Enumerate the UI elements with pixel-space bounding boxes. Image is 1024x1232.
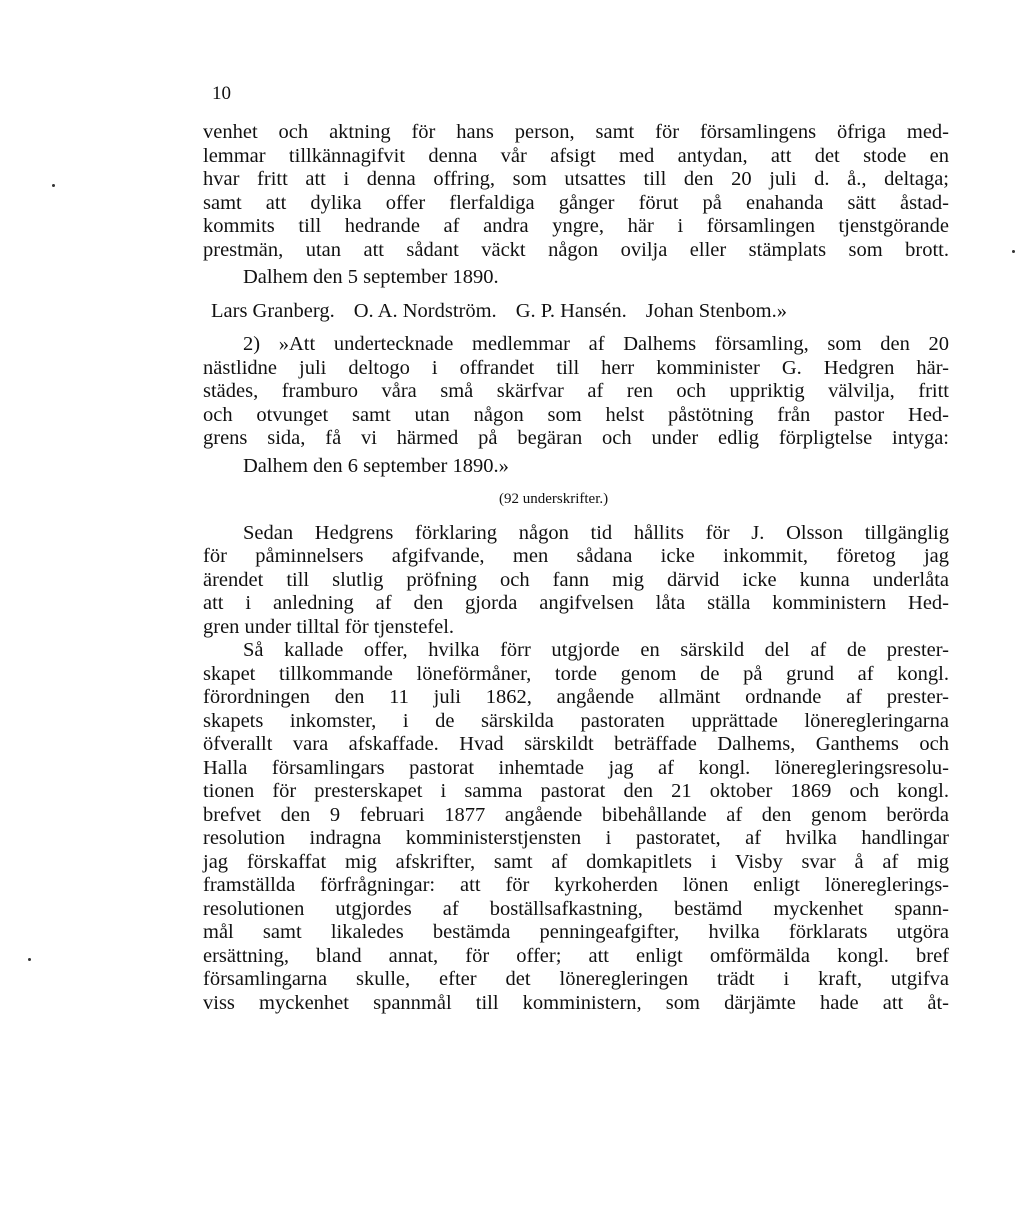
text-line: tionen för presterskapet i samma pastorat den 21 oktober 1869 och kongl. <box>203 780 949 802</box>
signature: Lars Granberg. <box>211 299 335 322</box>
text-line: församlingarna skulle, efter det löneregleringen trädt i kraft, utgifva <box>203 968 949 990</box>
text-line: Så kallade offer, hvilka förr utgjorde en särskild del af de prester- <box>243 639 949 661</box>
text-line: brefvet den 9 februari 1877 angående bibehållande af den genom berörda <box>203 803 949 826</box>
signature: Johan Stenbom.» <box>645 299 787 322</box>
text-line: skapets inkomster, i de särskilda pastoraten upprättade löneregleringarna <box>203 709 949 732</box>
signature-row <box>203 300 787 324</box>
text-line: hvar fritt att i denna offring, som utsattes till den 20 juli d. å., deltaga; <box>203 168 949 190</box>
scan-speck <box>52 184 55 187</box>
text-line: framställda förfrågningar: att för kyrkoherden lönen enligt lönereglerings- <box>203 874 949 896</box>
text-line: förordningen den 11 juli 1862, angående allmänt ordnande af prester- <box>203 686 949 708</box>
text-line: prestmän, utan att sådant väckt någon ovilja eller stämplats som brott. <box>203 238 949 261</box>
scan-speck <box>28 958 31 961</box>
paragraph-4 <box>203 639 949 1015</box>
scan-speck <box>1012 250 1015 253</box>
text-line: öfverallt vara afskaffade. Hvad särskildt beträffade Dalhems, Ganthems och <box>203 733 949 755</box>
page-number: 10 <box>212 83 231 104</box>
text-line: gren under tilltal för tjenstefel. <box>203 615 455 638</box>
text-line: ersättning, bland annat, för offer; att enligt omförmälda kongl. bref <box>203 944 949 967</box>
text-line: viss myckenhet spannmål till komministern, som därjämte hade att åt- <box>203 991 949 1014</box>
text-line: resolutionen utgjordes af boställsafkastning, bestämd myckenhet spann- <box>203 897 949 920</box>
text-line: lemmar tillkännagifvit denna vår afsigt med antydan, att det stode en <box>203 144 949 167</box>
text-line: Halla församlingars pastorat inhemtade jag af kongl. löneregleringsresolu- <box>203 756 949 779</box>
text-line: Sedan Hedgrens förklaring någon tid hållits för J. Olsson tillgänglig <box>243 521 949 544</box>
text-line: mål samt likaledes bestämda penningeafgifter, hvilka förklarats utgöra <box>203 921 949 943</box>
text-line: resolution indragna komministerstjensten i pastoratet, af hvilka handlingar <box>203 827 949 849</box>
signers-note: (92 underskrifter.) <box>499 491 609 507</box>
paragraph-3 <box>203 522 949 640</box>
paragraph-1 <box>203 121 949 262</box>
text-line: kommits till hedrande af andra yngre, här i församlingen tjenstgörande <box>203 215 949 237</box>
text-line: samt att dylika offer flerfaldiga gånger förut på enahanda sätt åstad- <box>203 191 949 214</box>
text-line: städes, framburo våra små skärfvar af ren och uppriktig välvilja, fritt <box>203 380 949 402</box>
text-line: ärendet till slutlig pröfning och fann mig därvid icke kunna underlåta <box>203 568 949 591</box>
signature: O. A. Nordström. <box>353 299 497 322</box>
body-text <box>203 121 949 1015</box>
text-line: för påminnelsers afgifvande, men sådana icke inkommit, företog jag <box>203 545 949 567</box>
text-line: nästlidne juli deltogo i offrandet till herr komminister G. Hedgren här- <box>203 356 949 379</box>
text-line: 2) »Att undertecknade medlemmar af Dalhems församling, som den 20 <box>243 333 949 355</box>
signature: G. P. Hansén. <box>515 299 627 322</box>
paragraph-2 <box>203 333 949 451</box>
text-line: skapet tillkommande löneförmåner, torde genom de på grund af kongl. <box>203 662 949 685</box>
text-line: och otvunget samt utan någon som helst påstötning från pastor Hed- <box>203 403 949 426</box>
text-line: att i anledning af den gjorda angifvelsen låta ställa komministern Hed- <box>203 592 949 614</box>
text-line: grens sida, få vi härmed på begäran och under edlig förpligtelse intyga: <box>203 427 949 449</box>
date-line: Dalhem den 5 september 1890. <box>243 266 499 288</box>
date-line: Dalhem den 6 september 1890.» <box>243 454 509 477</box>
text-line: jag förskaffat mig afskrifter, samt af domkapitlets i Visby svar å af mig <box>203 850 949 873</box>
text-line: venhet och aktning för hans person, samt för församlingens öfriga med- <box>203 121 949 143</box>
